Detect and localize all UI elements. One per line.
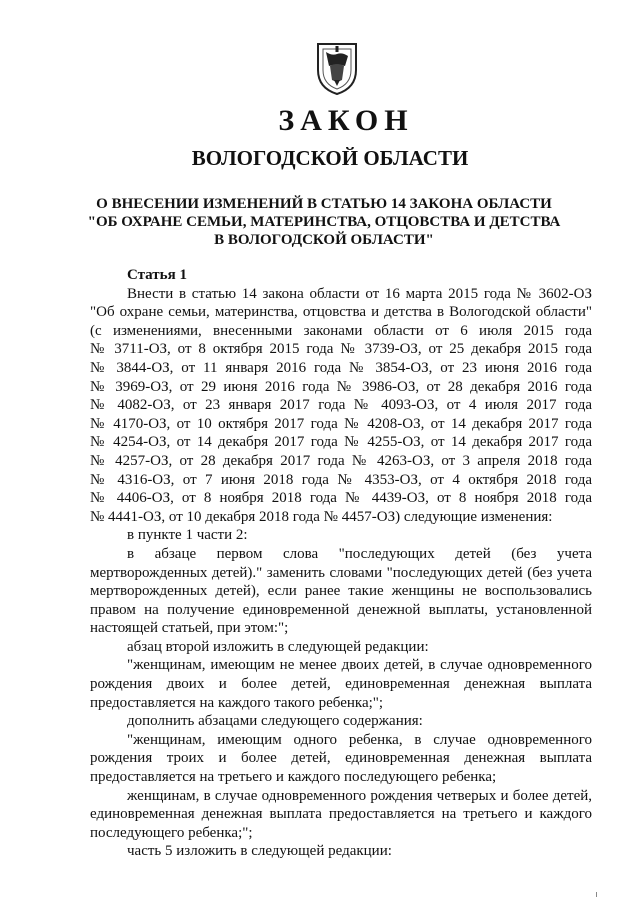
text-line: "женщинам, имеющим одного ребенка, в случае одновременного [127,731,592,748]
law-subtitle-line: О ВНЕСЕНИИ ИЗМЕНЕНИЙ В СТАТЬЮ 14 ЗАКОНА ОБЛАСТИ [96,196,552,212]
coat-of-arms-emblem [314,40,360,96]
law-subtitle-line: В ВОЛОГОДСКОЙ ОБЛАСТИ" [214,232,434,248]
text-line: правом на получение единовременной денежной выплаты, установленной [90,601,592,618]
text-line: часть 5 изложить в следующей редакции: [127,843,392,860]
text-line: женщинам, в случае одновременного рождения четверых и более детей, [127,787,592,804]
text-line: мертворожденных детей), если ранее такие женщины не воспользовались [90,583,592,600]
text-line: рождения троих и более детей, единовременная денежная выплата [90,750,592,767]
text-line: № 4406-ОЗ, от 8 ноября 2018 года № 4439-ОЗ, от 8 ноября 2018 года [90,490,592,507]
scan-mark [596,892,597,897]
text-line: № 3844-ОЗ, от 11 января 2016 года № 3854-ОЗ, от 23 июня 2016 года [90,359,592,376]
text-line: № 4170-ОЗ, от 10 октября 2017 года № 4208-ОЗ, от 14 декабря 2017 года [90,415,592,432]
text-line: настоящей статьей, при этом:"; [90,620,289,637]
law-subtitle-line: "ОБ ОХРАНЕ СЕМЬИ, МАТЕРИНСТВА, ОТЦОВСТВА И ДЕТСТВА [87,214,561,230]
text-line: рождения двоих и более детей, единовременная денежная выплата [90,676,592,693]
text-line: абзац второй изложить в следующей редакции: [127,638,429,655]
text-line: № 4441-ОЗ, от 10 декабря 2018 года № 4457-ОЗ) следующие изменения: [90,508,553,525]
text-line: № 4254-ОЗ, от 14 декабря 2017 года № 4255-ОЗ, от 14 декабря 2017 года [90,434,592,451]
article-heading: Статья 1 [127,267,187,283]
text-line: "Об охране семьи, материнства, отцовства и детства в Вологодской области" [90,304,592,321]
text-line: мертворожденных детей)." заменить словами "последующих детей (без учета [90,564,592,581]
text-line: Внести в статью 14 закона области от 16 марта 2015 года № 3602-ОЗ [127,285,592,302]
text-line: № 3711-ОЗ, от 8 октября 2015 года № 3739-ОЗ, от 25 декабря 2015 года [90,341,592,358]
text-line: в пункте 1 части 2: [127,527,248,544]
text-line: предоставляется на каждого такого ребенка;"; [90,694,384,711]
text-line: дополнить абзацами следующего содержания: [127,713,423,730]
text-line: № 3969-ОЗ, от 29 июня 2016 года № 3986-ОЗ, от 28 декабря 2016 года [90,378,592,395]
text-line: последующего ребенка;"; [90,824,253,841]
text-line: "женщинам, имеющим не менее двоих детей, в случае одновременного [127,657,592,674]
text-line: № 4257-ОЗ, от 28 декабря 2017 года № 4263-ОЗ, от 3 апреля 2018 года [90,452,592,469]
text-line: № 4082-ОЗ, от 23 января 2017 года № 4093-ОЗ, от 4 июля 2017 года [90,397,592,414]
text-line: в абзаце первом слова "последующих детей (без учета [127,545,592,562]
text-line: предоставляется на третьего и каждого последующего ребенка; [90,769,497,786]
article-body [90,266,592,861]
document-title: ЗАКОН [278,104,414,137]
document-region: ВОЛОГОДСКОЙ ОБЛАСТИ [191,146,469,170]
text-line: № 4316-ОЗ, от 7 июня 2018 года № 4353-ОЗ, от 4 октября 2018 года [90,471,592,488]
text-line: единовременная денежная выплата предоставляется на третьего и каждого [90,806,592,823]
text-line: (с изменениями, внесенными законами области от 6 июля 2015 года [90,322,592,339]
